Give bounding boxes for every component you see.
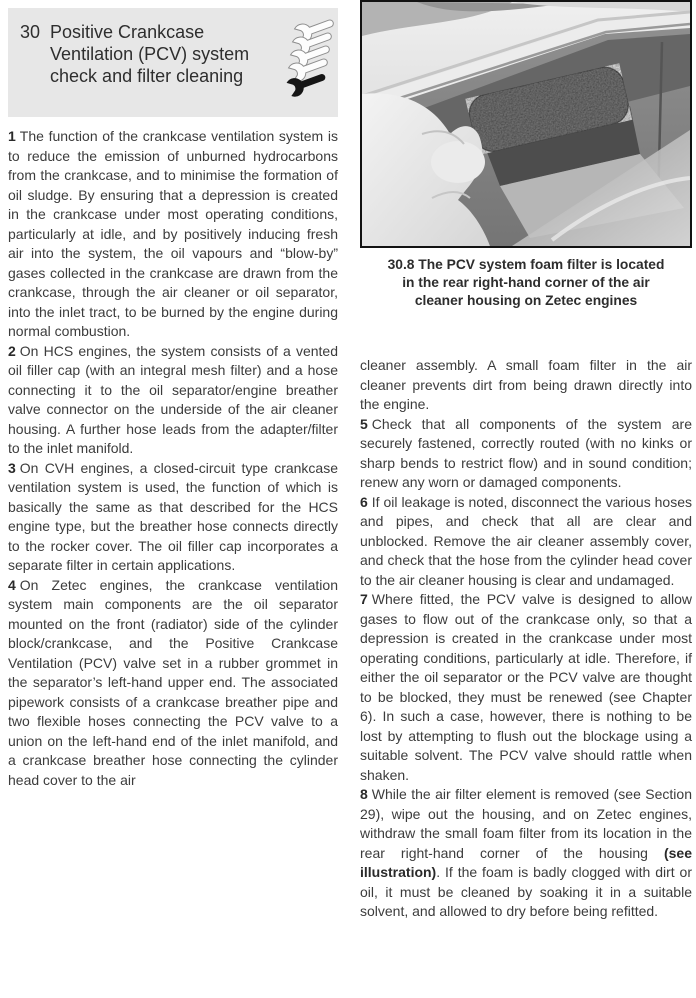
right-column-text — [360, 356, 692, 922]
paragraph-7 — [360, 590, 692, 785]
paragraph-number: 3 — [8, 459, 16, 476]
section-header — [8, 8, 338, 117]
paragraph-1 — [8, 127, 338, 342]
paragraph-number: 5 — [360, 415, 368, 432]
paragraph-text: If oil leakage is noted, disconnect the various hoses and pipes, and check that all are clear and unblocked. Remove the air cleaner assembly cover, and check that the hose from the cylinder head cover to the air cleaner housing is clear and undamaged. — [360, 493, 692, 588]
left-column — [8, 0, 338, 922]
paragraph-8 — [360, 785, 692, 922]
paragraph-text: . If the foam is badly clogged with dirt or oil, it must be cleaned by soaking it in a suitable solvent, and allowed to dry before being refitted. — [360, 864, 692, 919]
right-column — [360, 0, 692, 922]
paragraph-number: 1 — [8, 128, 16, 144]
paragraph-number: 8 — [360, 786, 368, 802]
paragraph-6 — [360, 493, 692, 591]
paragraph-text: On CVH engines, a closed-circuit type crankcase ventilation system is used, the function of which is basically the same as that described for the HCS engine type, but the breather hose connects directly to the rocker cover. The oil filler cap incorporates a separate filter in certain applications. — [8, 459, 338, 573]
pcv-filter-photo — [360, 0, 692, 248]
section-title: Positive Crankcase Ventilation (PCV) system check and filter cleaning — [50, 22, 250, 86]
paragraph-text: While the air filter element is removed (see Section 29), wipe out the housing, and on Zetec engines, withdraw the small foam filter from its location in the rear right-hand corner of the housing — [360, 786, 692, 861]
caption-line: cleaner housing on Zetec engines — [414, 293, 638, 308]
paragraph-2 — [8, 342, 338, 459]
paragraph-5 — [360, 415, 692, 493]
paragraph-number: 2 — [8, 342, 16, 359]
paragraph-3 — [8, 459, 338, 576]
paragraph-4 — [8, 576, 338, 791]
paragraph-text: The function of the crankcase ventilation system is to reduce the emission of unburned hydrocarbons from the crankcase, and to minimise the formation of oil sludge. By ensuring that a depression is created in the crankcase under most operating conditions, particularly at idle, and by positively inducing fresh air into the system, the oil vapours and “blow-by” gases collected in the crankcase are drawn from the crankcase, through the air cleaner or oil separator, into the inlet tract, to be burned by the engine during normal combustion. — [8, 128, 338, 339]
caption-line: 30.8 The PCV system foam filter is located — [387, 257, 665, 272]
photo-caption — [360, 256, 692, 310]
paragraph-text: On Zetec engines, the crankcase ventilation system main components are the oil separator mounted on the front (radiator) side of the cylinder block/crankcase, and the Positive Crankcase Ventilation (PCV) valve set in a rubber grommet in the separator’s left-hand upper end. The associated pipework consists of a crankcase breather pipe and two flexible hoses connecting the PCV valve to a union on the left-hand end of the inlet manifold, and a crankcase breather hose connecting the cylinder head cover to the air — [8, 576, 338, 788]
see-illustration-reference: (see illustration) — [360, 844, 692, 880]
paragraph-number: 4 — [8, 576, 16, 593]
spanner-rating-icon — [286, 19, 330, 104]
caption-line: in the rear right-hand corner of the air — [402, 275, 650, 290]
paragraph-text: On HCS engines, the system consists of a vented oil filler cap (with an integral mesh filter) and a hose connecting it to the oil separator/engine breather valve connector on the underside of the air cleaner housing. A further hose leads from the adapter/filter to the inlet manifold. — [8, 342, 338, 456]
paragraph-number: 6 — [360, 493, 368, 510]
paragraph-number: 7 — [360, 591, 368, 607]
section-number: 30 — [20, 22, 41, 42]
paragraph-4-continuation: cleaner assembly. A small foam filter in the air cleaner prevents dirt from being drawn directly into the engine. — [360, 357, 692, 412]
paragraph-text: Check that all components of the system are securely fastened, correctly routed (with no kinks or sharp bends to restrict flow) and in sound condition; renew any worn or damaged components. — [360, 415, 692, 490]
paragraph-text: Where fitted, the PCV valve is designed to allow gases to flow out of the crankcase only, so that a depression is created in the crankcase under most operating conditions, particularly at idle. Therefore, if either the oil separator or the PCV valve are thought to be blocked, they must be renewed (see Chapter 6). In such a case, however, there is nothing to be lost by attempting to flush out the blockage using a suitable solvent. The PCV valve should rattle when shaken. — [360, 591, 692, 783]
